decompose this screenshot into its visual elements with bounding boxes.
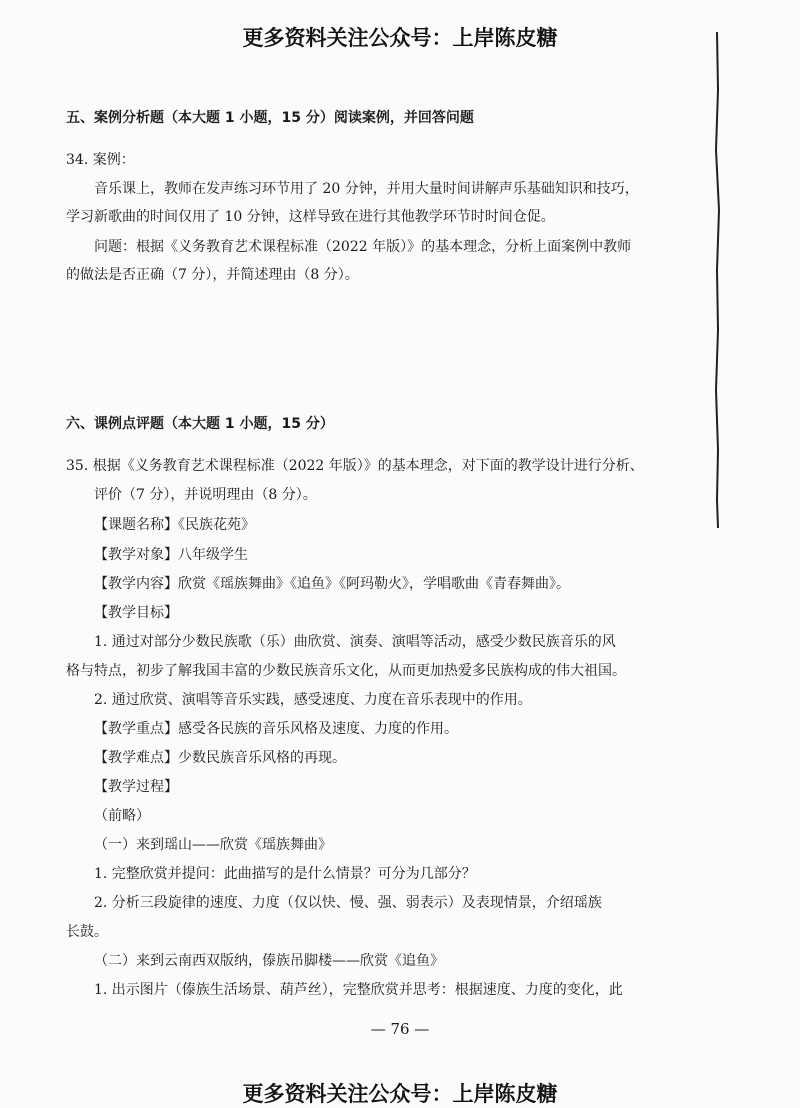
part1-item2-line1: 2. 分析三段旋律的速度、力度（仅以快、慢、强、弱表示）及表现情景，介绍瑶族	[94, 895, 602, 911]
page-number: — 76 —	[370, 1020, 430, 1038]
q35-line1: 35. 根据《义务教育艺术课程标准（2022 年版）》的基本理念，对下面的教学设计进行分析、	[66, 458, 644, 474]
q34-case-line2: 学习新歌曲的时间仅用了 10 分钟，这样导致在进行其他教学环节时时间仓促。	[66, 209, 555, 225]
q34-question-line1: 问题：根据《义务教育艺术课程标准（2022 年版）》的基本理念，分析上面案例中教师	[94, 239, 632, 255]
part2-title: （二）来到云南西双版纳，傣族吊脚楼——欣赏《追鱼》	[94, 953, 444, 969]
section5-heading: 五、案例分析题（本大题 1 小题，15 分）阅读案例，并回答问题	[66, 110, 474, 126]
q34-question-line2: 的做法是否正确（7 分），并简述理由（8 分）。	[66, 267, 359, 283]
bottom-banner: 更多资料关注公众号：上岸陈皮糖	[242, 1082, 558, 1106]
difficulty: 【教学难点】少数民族音乐风格的再现。	[94, 750, 346, 766]
goal1-line2: 格与特点，初步了解我国丰富的少数民族音乐文化，从而更加热爱多民族构成的伟大祖国。	[66, 663, 626, 679]
part1-item1: 1. 完整欣赏并提问：此曲描写的是什么情景？可分为几部分？	[94, 866, 476, 882]
lesson-topic: 【课题名称】《民族花苑》	[94, 517, 255, 533]
q34-case-line1: 音乐课上，教师在发声练习环节用了 20 分钟，并用大量时间讲解声乐基础知识和技巧，	[94, 181, 639, 197]
lesson-content: 【教学内容】欣赏《瑶族舞曲》《追鱼》《阿玛勒火》，学唱歌曲《青春舞曲》。	[94, 576, 570, 592]
q34-label: 34. 案例：	[66, 152, 135, 168]
part1-item2-line2: 长鼓。	[66, 924, 108, 940]
process-label: 【教学过程】	[94, 779, 178, 795]
section6-heading: 六、课例点评题（本大题 1 小题，15 分）	[66, 416, 334, 432]
top-banner: 更多资料关注公众号：上岸陈皮糖	[242, 26, 558, 50]
goal1-line1: 1. 通过对部分少数民族歌（乐）曲欣赏、演奏、演唱等活动，感受少数民族音乐的风	[94, 634, 616, 650]
scan-edge-mark	[712, 30, 722, 530]
key-point: 【教学重点】感受各民族的音乐风格及速度、力度的作用。	[94, 721, 458, 737]
part2-item1: 1. 出示图片（傣族生活场景、葫芦丝），完整欣赏并思考：根据速度、力度的变化，此	[94, 982, 623, 998]
goals-label: 【教学目标】	[94, 605, 178, 621]
goal2: 2. 通过欣赏、演唱等音乐实践，感受速度、力度在音乐表现中的作用。	[94, 692, 532, 708]
lesson-audience: 【教学对象】八年级学生	[94, 547, 248, 563]
omitted-note: （前略）	[94, 808, 150, 824]
q35-line2: 评价（7 分），并说明理由（8 分）。	[94, 487, 317, 503]
part1-title: （一）来到瑶山——欣赏《瑶族舞曲》	[94, 837, 332, 853]
